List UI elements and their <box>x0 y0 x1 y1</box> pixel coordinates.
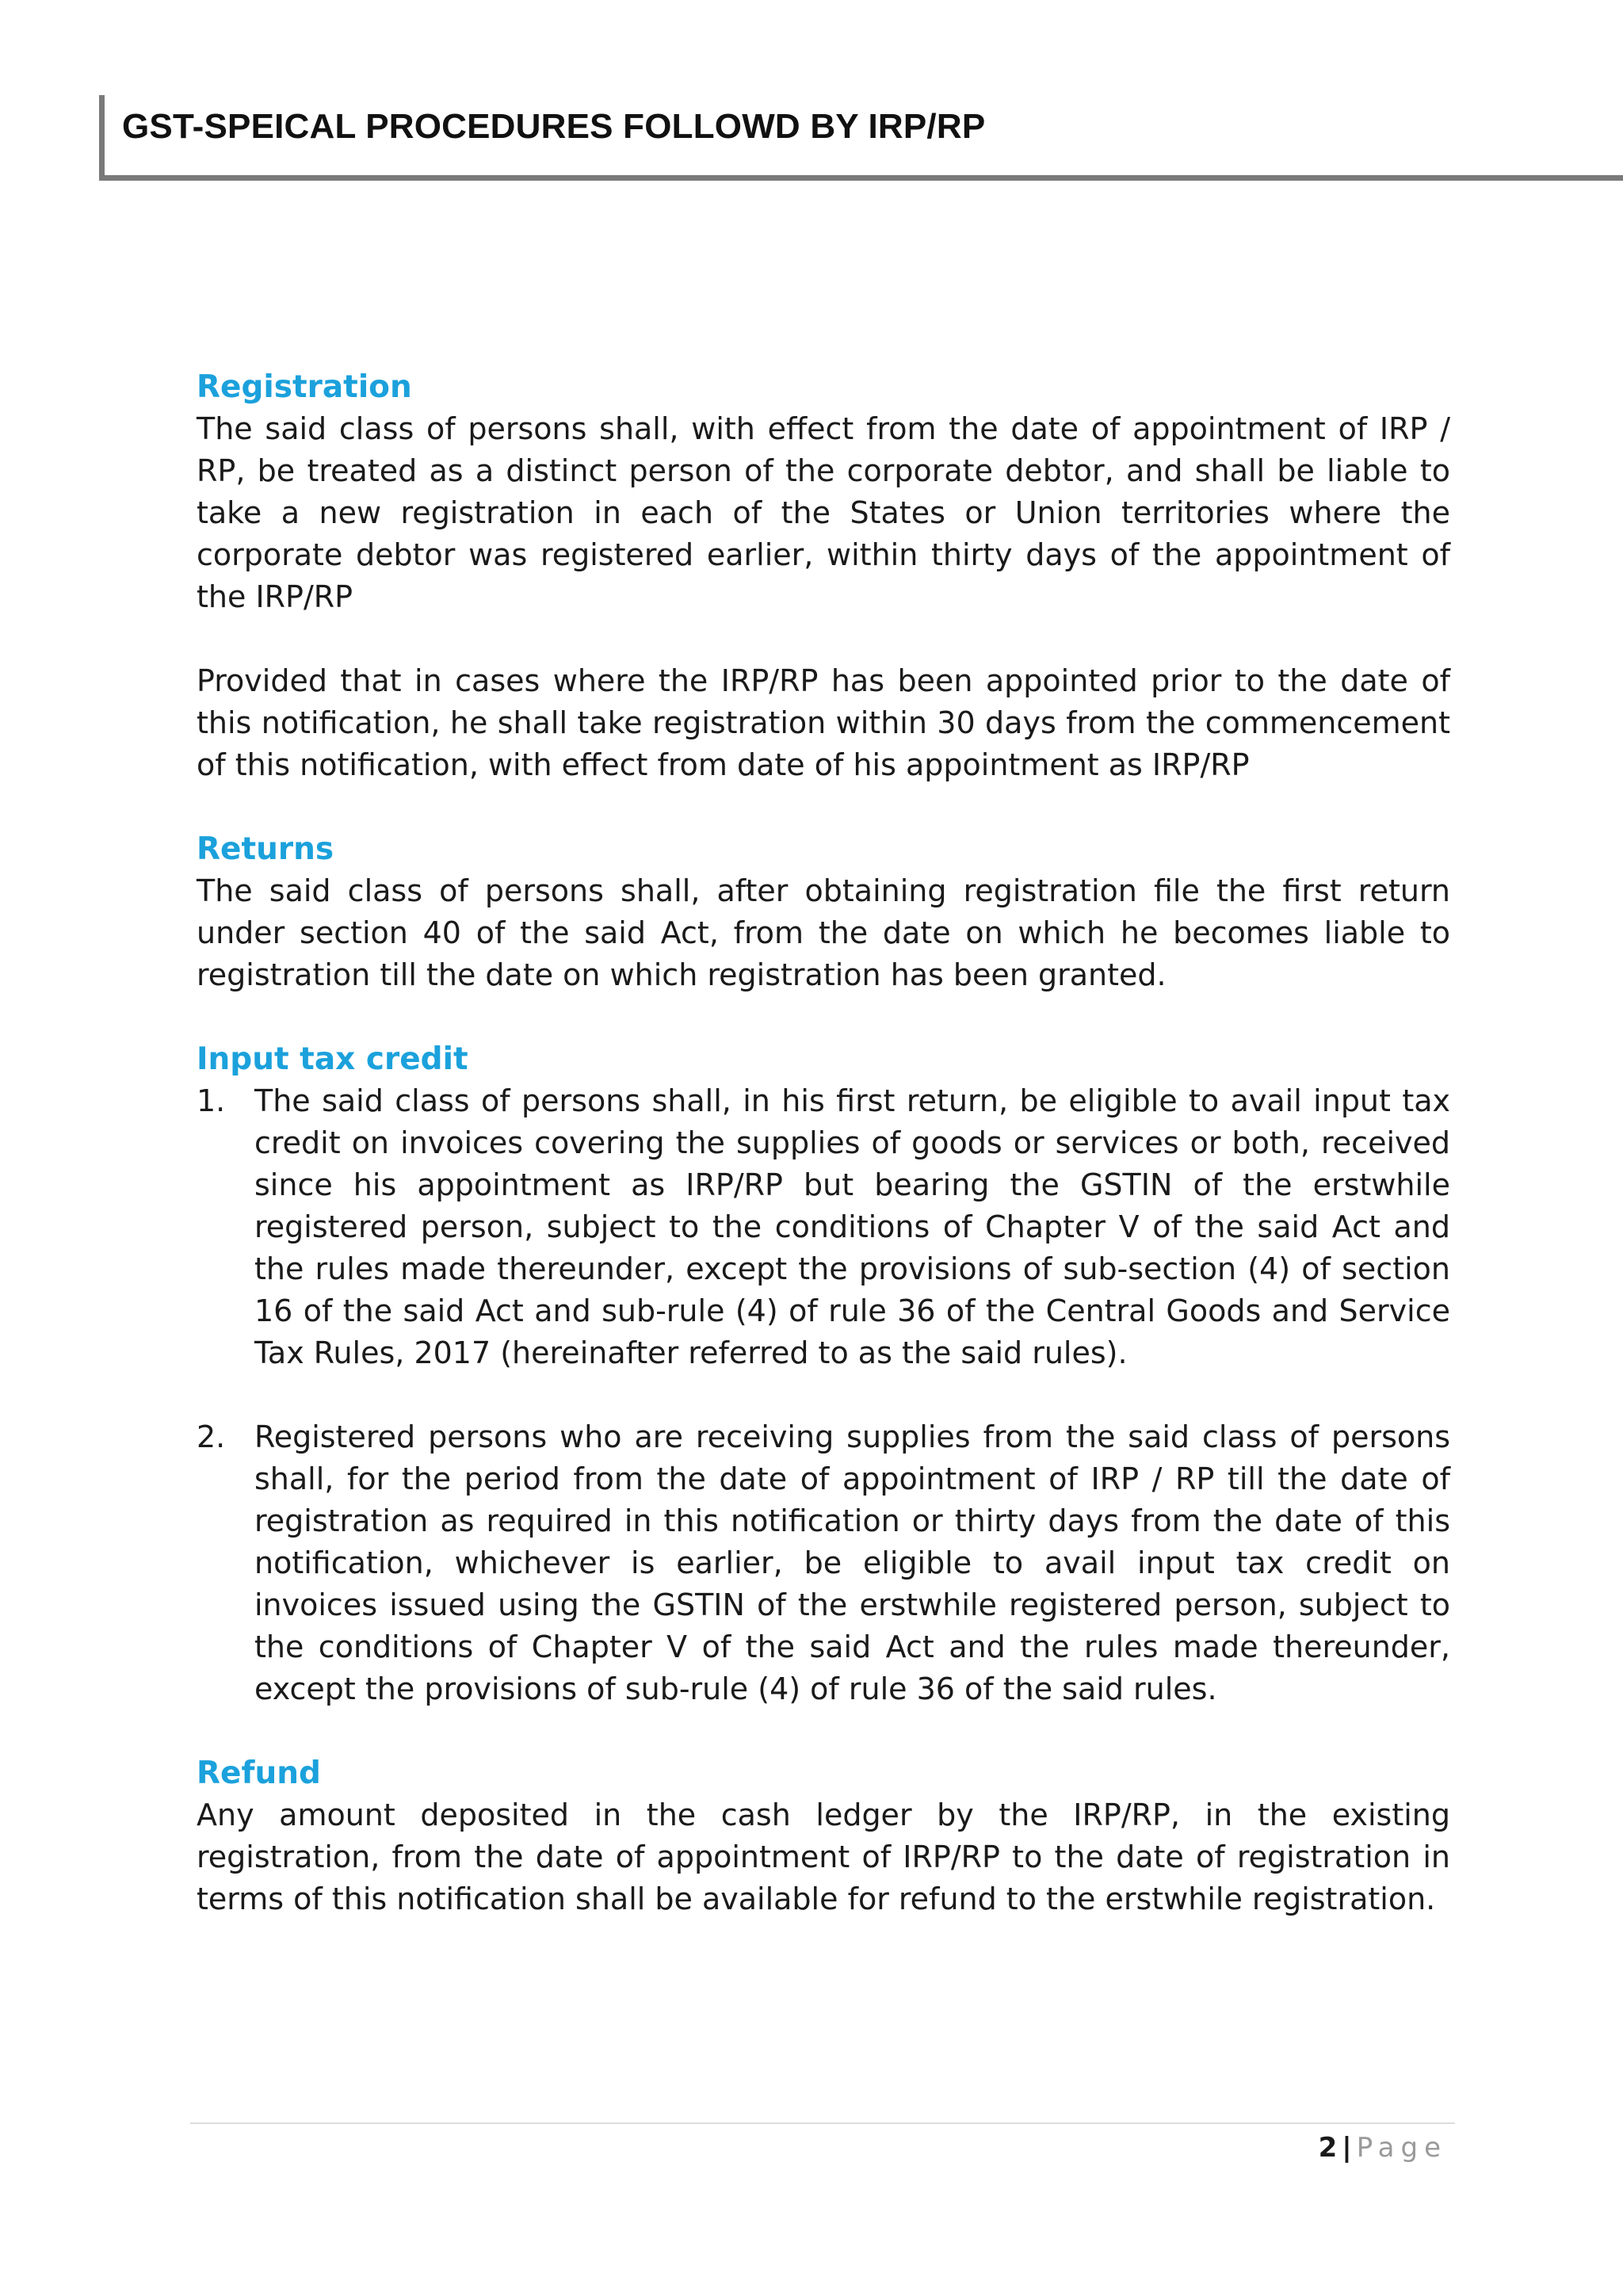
section-input-tax-credit <box>197 1038 1450 1710</box>
list-item-text: The said class of persons shall, in his first return, be eligible to avail input tax credit on invoices covering the supplies of goods or services or both, received since his appointment as IRP/RP but bearing the GSTIN of the erstwhile registered person, subject to the conditions of Chapter V of the said Act and the rules made thereunder, except the provisions of sub-section (4) of section 16 of the said Act and sub-rule (4) of rule 36 of the Central Goods and Service Tax Rules, 2017 (hereinafter referred to as the said rules). <box>254 1083 1450 1370</box>
returns-paragraph: The said class of persons shall, after obtaining registration file the first return under section 40 of the said Act, from the date on which he becomes liable to registration till the date on which registration has been granted. <box>197 873 1450 992</box>
section-registration <box>197 366 1450 786</box>
page-separator: | <box>1342 2132 1352 2164</box>
page-label: Page <box>1356 2132 1447 2164</box>
list-item-number: 2. <box>197 1419 226 1454</box>
footer-divider <box>190 2122 1455 2124</box>
page-title: GST-SPEICAL PROCEDURES FOLLOWD BY IRP/RP <box>122 107 986 146</box>
section-heading-input-tax-credit: Input tax credit <box>197 1041 468 1077</box>
list-item <box>197 1080 1450 1374</box>
section-returns <box>197 828 1450 996</box>
list-item-text: Registered persons who are receiving supplies from the said class of persons shall, for the period from the date of appointment of IRP / RP till the date of registration as required in this notification or thirty days from the date of this notification, whichever is earlier, be eligible to avail input tax credit on invoices issued using the GSTIN of the erstwhile registered person, subject to the conditions of Chapter V of the said Act and the rules made thereunder, except the provisions of sub-rule (4) of rule 36 of the said rules. <box>254 1419 1450 1706</box>
section-heading-registration: Registration <box>197 369 412 405</box>
list-item <box>197 1416 1450 1710</box>
section-refund <box>197 1752 1450 1920</box>
list-item-number: 1. <box>197 1083 226 1118</box>
section-heading-refund: Refund <box>197 1755 321 1791</box>
page-footer <box>1308 2132 1447 2164</box>
document-body <box>197 366 1450 1920</box>
registration-proviso-paragraph: Provided that in cases where the IRP/RP has been appointed prior to the date of this notification, he shall take registration within 30 days from the commencement of this notification, with effect from date of his appointment as IRP/RP <box>197 663 1450 782</box>
section-heading-returns: Returns <box>197 831 334 867</box>
registration-paragraph: The said class of persons shall, with effect from the date of appointment of IRP / RP, be treated as a distinct person of the corporate debtor, and shall be liable to take a new registration in each of the States or Union territories where the corporate debtor was registered earlier, within thirty days of the appointment of the IRP/RP <box>197 411 1450 614</box>
page-number: 2 <box>1318 2132 1338 2164</box>
page-header <box>99 95 1623 181</box>
refund-paragraph: Any amount deposited in the cash ledger by the IRP/RP, in the existing registration, from the date of appointment of IRP/RP to the date of registration in terms of this notification shall be available for refund to the erstwhile registration. <box>197 1797 1450 1916</box>
